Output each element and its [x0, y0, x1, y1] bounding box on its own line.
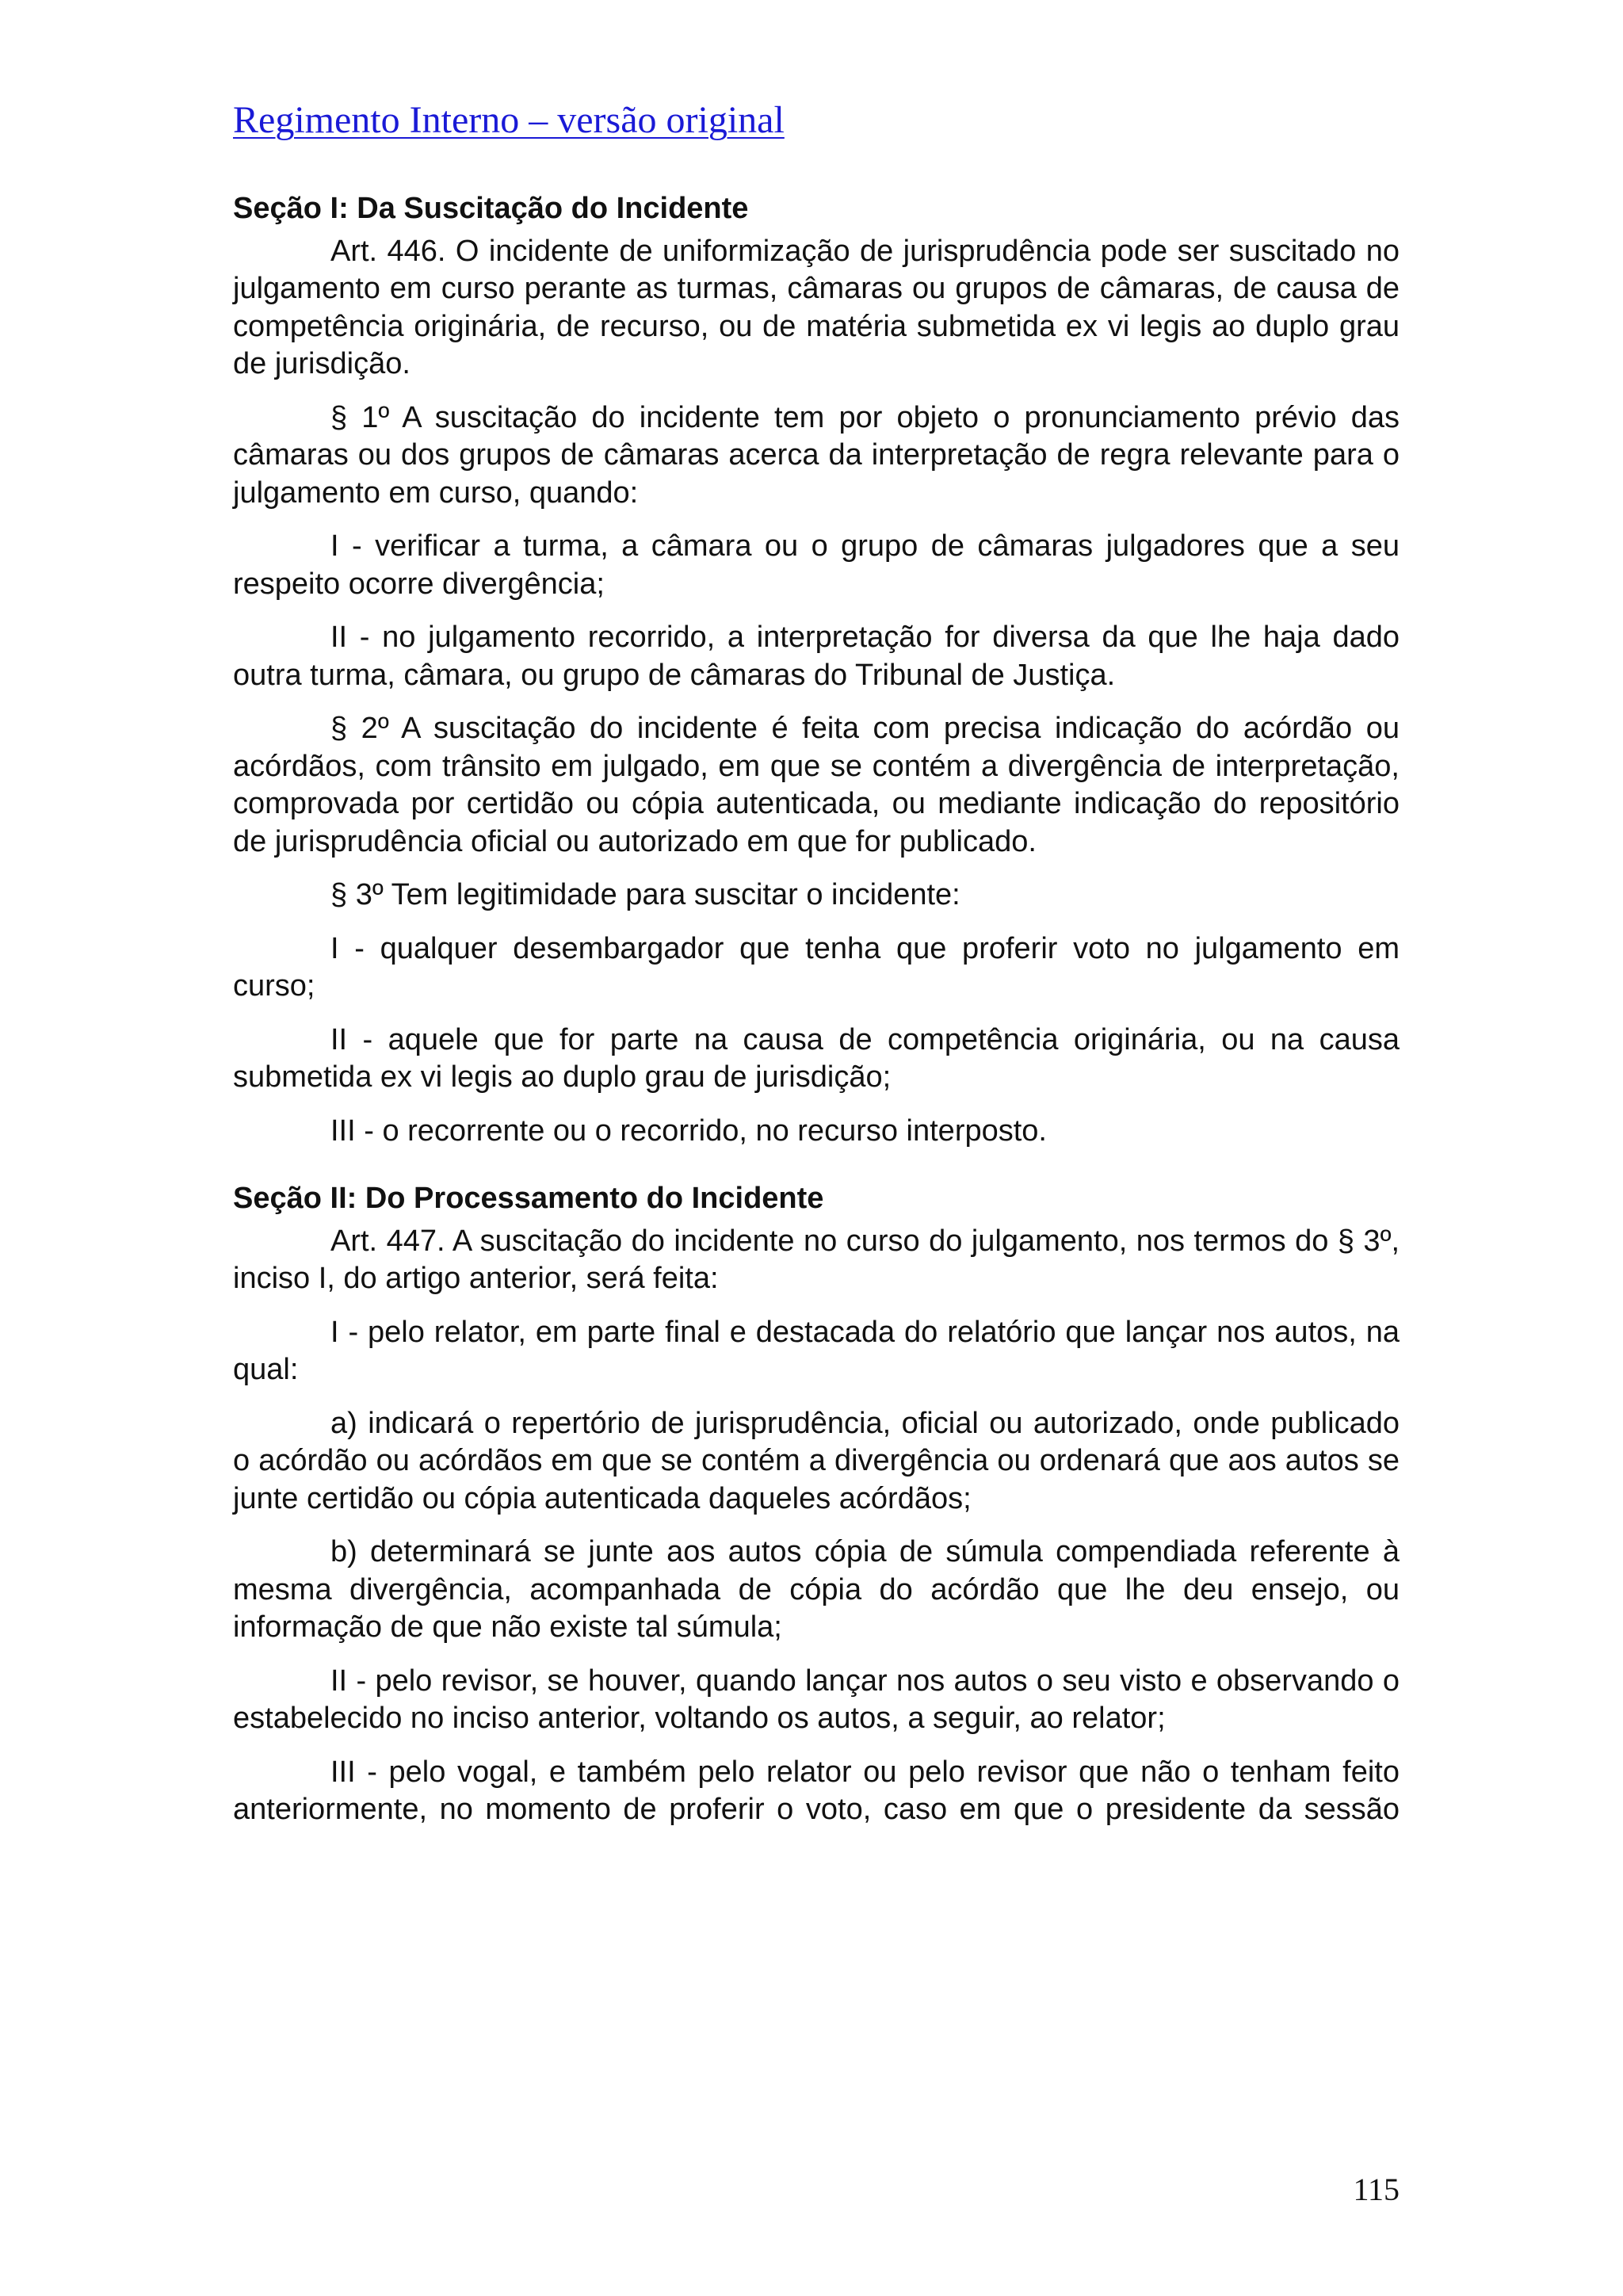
paragraph: II - no julgamento recorrido, a interpretação for diversa da que lhe haja dado outra turma, câmara, ou grupo de câmaras do Tribunal de Justiça.	[233, 621, 1400, 692]
paragraph: a) indicará o repertório de jurisprudência, oficial ou autorizado, onde publicado o acórdão ou acórdãos em que se contém a divergência ou ordenará que aos autos se junte certidão ou cópia autenticada daqueles acórdãos;	[233, 1406, 1400, 1515]
section-title: Seção II: Do Processamento do Incidente	[233, 1182, 824, 1215]
paragraph: Art. 447. A suscitação do incidente no curso do julgamento, nos termos do § 3º, inciso I, do artigo anterior, será feita:	[233, 1224, 1400, 1295]
paragraph: I - pelo relator, em parte final e destacada do relatório que lançar nos autos, na qual:	[233, 1315, 1400, 1386]
paragraph: I - qualquer desembargador que tenha que proferir voto no julgamento em curso;	[233, 931, 1400, 1003]
paragraph: II - pelo revisor, se houver, quando lançar nos autos o seu visto e observando o estabelecido no inciso anterior, voltando os autos, a seguir, ao relator;	[233, 1664, 1400, 1735]
paragraph: II - aquele que for parte na causa de competência originária, ou na causa submetida ex vi legis ao duplo grau de jurisdição;	[233, 1022, 1400, 1094]
paragraph: I - verificar a turma, a câmara ou o grupo de câmaras julgadores que a seu respeito ocorre divergência;	[233, 529, 1400, 601]
header-title-link[interactable]: Regimento Interno – versão original	[233, 99, 785, 141]
paragraph: III - o recorrente ou o recorrido, no recurso interposto.	[330, 1114, 1047, 1148]
paragraph: III - pelo vogal, e também pelo relator ou pelo revisor que não o tenham feito anteriormente, no momento de proferir o voto, caso em que o presidente da sessão	[233, 1755, 1400, 1826]
document-body	[233, 190, 1400, 1845]
paragraph: Art. 446. O incidente de uniformização de jurisprudência pode ser suscitado no julgamento em curso perante as turmas, câmaras ou grupos de câmaras, de causa de competência originária, de recurso, ou de matéria submetida ex vi legis ao duplo grau de jurisdição.	[233, 234, 1400, 380]
section-title: Seção I: Da Suscitação do Incidente	[233, 192, 749, 225]
page-number: 115	[1353, 2172, 1400, 2207]
paragraph: § 2º A suscitação do incidente é feita com precisa indicação do acórdão ou acórdãos, com trânsito em julgado, em que se contém a divergência de interpretação, comprovada por certidão ou cópia autenticada, ou mediante indicação do repositório de jurisprudência oficial ou autorizado em que for publicado.	[233, 712, 1400, 858]
paragraph: § 1º A suscitação do incidente tem por objeto o pronunciamento prévio das câmaras ou dos grupos de câmaras acerca da interpretação de regra relevante para o julgamento em curso, quando:	[233, 400, 1400, 510]
paragraph: § 3º Tem legitimidade para suscitar o incidente:	[330, 878, 960, 911]
paragraph: b) determinará se junte aos autos cópia de súmula compendiada referente à mesma divergência, acompanhada de cópia do acórdão que lhe deu ensejo, ou informação de que não existe tal súmula;	[233, 1535, 1400, 1644]
